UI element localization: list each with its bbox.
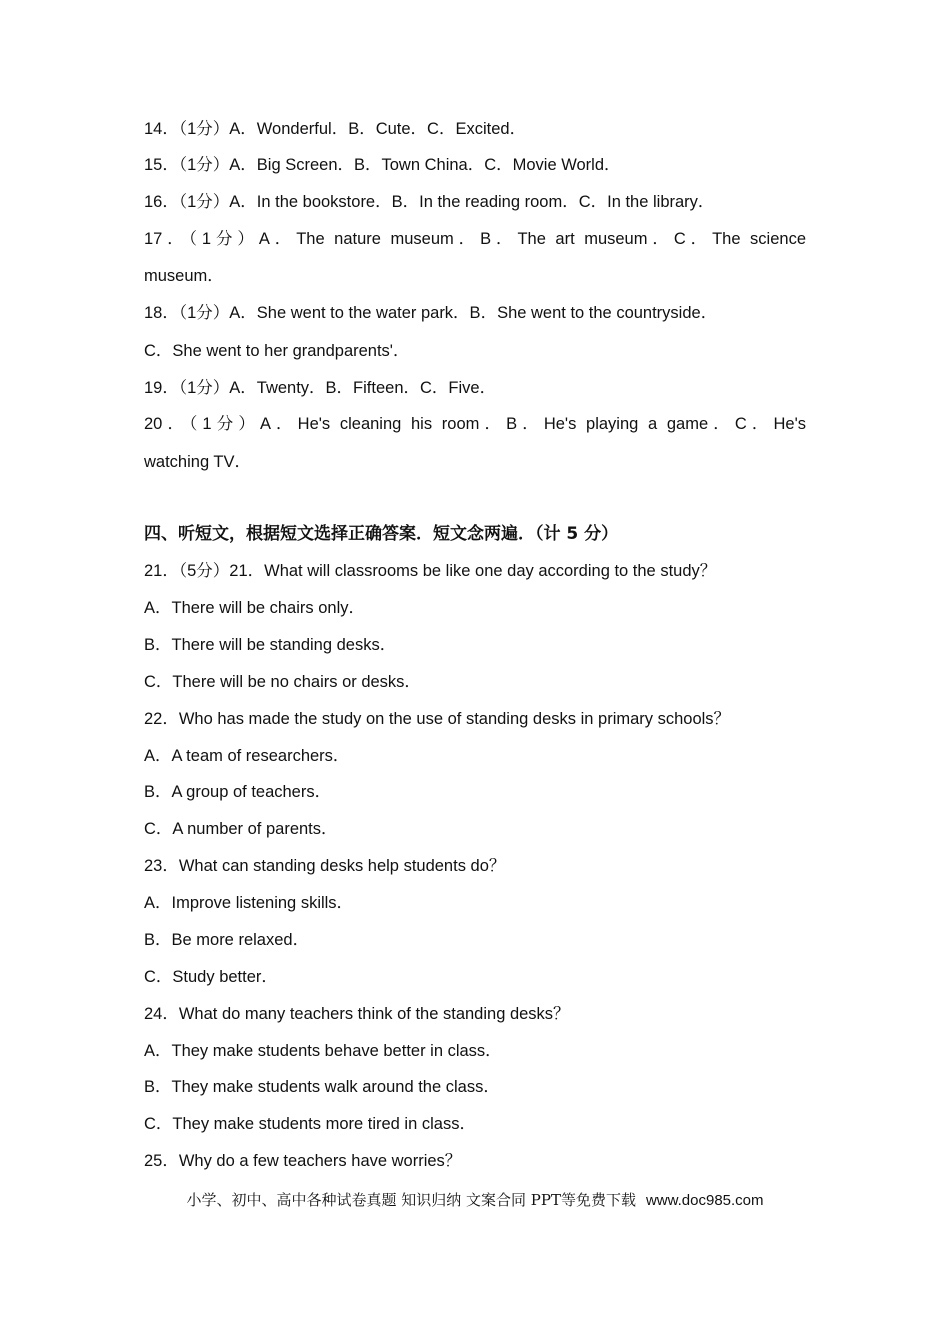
- option-21-a: A．There will be chairs only．: [144, 599, 365, 617]
- question-24: 24．What do many teachers think of the standing desks？: [144, 1005, 570, 1023]
- section-heading: 四、听短文，根据短文选择正确答案．短文念两遍．（计 5 分）: [144, 524, 619, 544]
- question-15: 15．（1分）A．Big Screen．B．Town China．C．Movie World．: [144, 156, 621, 174]
- question-19: 19．（1分）A．Twenty．B．Fifteen．C．Five．: [144, 379, 497, 397]
- option-23-b: B．Be more relaxed．: [144, 931, 310, 949]
- question-17-continued: museum．: [144, 267, 224, 285]
- option-22-c: C．A number of parents．: [144, 820, 338, 838]
- option-24-b: B．They make students walk around the class．: [144, 1078, 500, 1096]
- option-21-b: B．There will be standing desks．: [144, 636, 397, 654]
- question-20-continued: watching TV．: [144, 453, 251, 471]
- option-23-c: C．Study better．: [144, 968, 278, 986]
- option-22-a: A．A team of researchers．: [144, 747, 350, 765]
- question-18-continued: C．She went to her grandparents'．: [144, 342, 410, 360]
- footer-url[interactable]: www.doc985.com: [645, 1192, 764, 1209]
- question-17: 17．（1分）A．The nature museum．B．The art museum．C．The science: [144, 230, 806, 248]
- option-23-a: A．Improve listening skills．: [144, 894, 354, 912]
- option-24-c: C．They make students more tired in class．: [144, 1115, 476, 1133]
- question-21: 21．（5分）21．What will classrooms be like one day according to the study？: [144, 562, 717, 580]
- question-25: 25．Why do a few teachers have worries？: [144, 1152, 462, 1170]
- question-23: 23．What can standing desks help students do？: [144, 857, 506, 875]
- question-20: 20．（1分）A．He's cleaning his room．B．He's playing a game．C．He's: [144, 415, 806, 433]
- question-14: 14．（1分）A．Wonderful．B．Cute．C．Excited．: [144, 120, 527, 138]
- option-24-a: A．They make students behave better in class．: [144, 1042, 502, 1060]
- option-22-b: B．A group of teachers．: [144, 783, 332, 801]
- footer-text: 小学、初中、高中各种试卷真题 知识归纳 文案合同 PPT等免费下载: [186, 1191, 636, 1209]
- question-16: 16．（1分）A．In the bookstore．B．In the reading room．C．In the library．: [144, 193, 715, 211]
- page-footer: [0, 1189, 950, 1212]
- question-18: 18．（1分）A．She went to the water park．B．She went to the countryside．: [144, 304, 718, 322]
- question-22: 22．Who has made the study on the use of standing desks in primary schools？: [144, 710, 731, 728]
- option-21-c: C．There will be no chairs or desks．: [144, 673, 421, 691]
